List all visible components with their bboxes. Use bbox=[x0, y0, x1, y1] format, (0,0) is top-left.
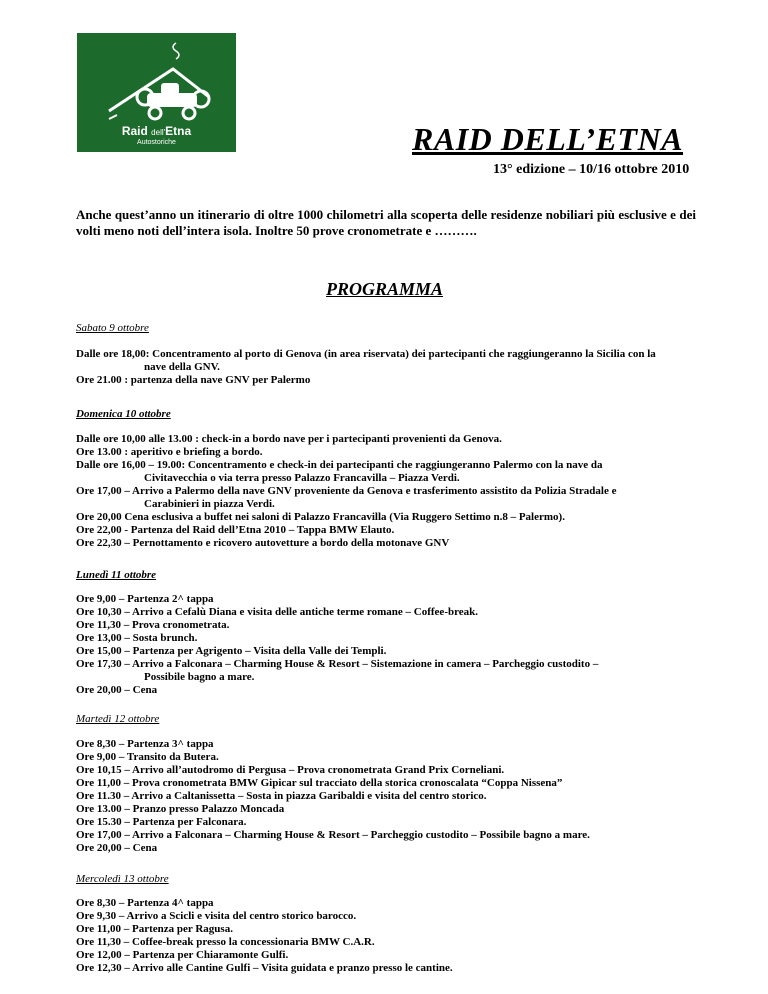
intro-paragraph: Anche quest’anno un itinerario di oltre 1000 chilometri alla scoperta delle residenze nobiliari più esclusive e dei volti meno noti dell’intera isola. Inoltre 50 prove cronometrate e ………. bbox=[76, 207, 696, 238]
programma-heading: PROGRAMMA bbox=[326, 279, 444, 299]
program-line: Ore 8,30 – Partenza 4^ tappa bbox=[76, 897, 214, 909]
program-line: Ore 9,30 – Arrivo a Scicli e visita del centro storico barocco. bbox=[76, 910, 357, 922]
logo-name-a: Raid bbox=[121, 124, 148, 138]
program-line: Ore 10,15 – Arrivo all’autodromo di Pergusa – Prova cronometrata Grand Prix Corneliani. bbox=[76, 764, 505, 776]
document-title: RAID DELL’ETNA bbox=[412, 121, 684, 157]
logo-tagline: Autostoriche bbox=[137, 139, 176, 146]
raid-etna-logo bbox=[77, 33, 236, 152]
day-block-lunedi bbox=[76, 593, 706, 697]
day-block-mercoledi bbox=[76, 897, 706, 975]
program-line: Ore 13.00 – Pranzo presso Palazzo Moncada bbox=[76, 803, 285, 815]
program-line: Ore 9,00 – Partenza 2^ tappa bbox=[76, 593, 214, 605]
document-subtitle: 13° edizione – 10/16 ottobre 2010 bbox=[493, 162, 690, 177]
program-line: Ore 11,30 – Prova cronometrata. bbox=[76, 619, 230, 631]
program-line: Dalle ore 16,00 – 19.00: Concentramento e check-in dei partecipanti che raggiungeranno Palermo con la nave da bbox=[76, 459, 603, 471]
program-line: Ore 17,00 – Arrivo a Palermo della nave GNV proveniente da Genova e trasferimento assistito da Polizia Stradale e bbox=[76, 485, 617, 497]
logo-name-b: dell' bbox=[151, 128, 166, 137]
day-heading-martedi: Martedì 12 ottobre bbox=[76, 713, 160, 725]
program-line: Ore 20,00 – Cena bbox=[76, 684, 158, 696]
program-line: Ore 17,30 – Arrivo a Falconara – Charming House & Resort – Sistemazione in camera – Parcheggio custodito – bbox=[76, 658, 599, 670]
day-block-martedi bbox=[76, 738, 706, 855]
program-line: Ore 21.00 : partenza della nave GNV per Palermo bbox=[76, 374, 311, 386]
day-block-domenica bbox=[76, 433, 706, 550]
program-line: Ore 13.00 : aperitivo e briefing a bordo. bbox=[76, 446, 263, 458]
logo-name-c: Etna bbox=[165, 124, 192, 138]
program-line: Ore 22,00 - Partenza del Raid dell’Etna 2010 – Tappa BMW Elauto. bbox=[76, 524, 395, 536]
program-line: Ore 10,30 – Arrivo a Cefalù Diana e visita delle antiche terme romane – Coffee-break. bbox=[76, 606, 479, 618]
program-line: Ore 13,00 – Sosta brunch. bbox=[76, 632, 198, 644]
logo-name bbox=[77, 124, 236, 138]
program-line: Ore 22,30 – Pernottamento e ricovero autovetture a bordo della motonave GNV bbox=[76, 537, 450, 549]
day-heading-lunedi: Lunedì 11 ottobre bbox=[76, 569, 157, 581]
program-line: Carabinieri in piazza Verdi. bbox=[144, 498, 275, 510]
program-line: Ore 11,00 – Partenza per Ragusa. bbox=[76, 923, 233, 935]
program-line: Ore 20,00 Cena esclusiva a buffet nei saloni di Palazzo Francavilla (Via Ruggero Settimo n.8 – Palermo). bbox=[76, 511, 565, 523]
program-line: Ore 15,00 – Partenza per Agrigento – Visita della Valle dei Templi. bbox=[76, 645, 387, 657]
program-line: Ore 12,30 – Arrivo alle Cantine Gulfi – Visita guidata e pranzo presso le cantine. bbox=[76, 962, 453, 974]
program-line: Ore 15.30 – Partenza per Falconara. bbox=[76, 816, 247, 828]
program-line: nave della GNV. bbox=[144, 361, 220, 373]
program-line: Ore 11,00 – Prova cronometrata BMW Gipicar sul tracciato della storica cronoscalata “Coppa Nissena” bbox=[76, 777, 563, 789]
program-line: Dalle ore 18,00: Concentramento al porto di Genova (in area riservata) dei partecipanti che raggiungeranno la Sicilia con la bbox=[76, 348, 656, 360]
day-heading-sabato: Sabato 9 ottobre bbox=[76, 322, 149, 334]
program-line: Ore 9,00 – Transito da Butera. bbox=[76, 751, 219, 763]
program-line: Ore 11,30 – Coffee-break presso la concessionaria BMW C.A.R. bbox=[76, 936, 375, 948]
program-line: Ore 8,30 – Partenza 3^ tappa bbox=[76, 738, 214, 750]
day-heading-mercoledi: Mercoledì 13 ottobre bbox=[76, 873, 169, 885]
day-block-sabato bbox=[76, 348, 706, 387]
program-line: Ore 11.30 – Arrivo a Caltanissetta – Sosta in piazza Garibaldi e visita del centro storico. bbox=[76, 790, 487, 802]
program-line: Civitavecchia o via terra presso Palazzo Francavilla – Piazza Verdi. bbox=[144, 472, 460, 484]
program-line: Ore 17,00 – Arrivo a Falconara – Charming House & Resort – Parcheggio custodito – Possibile bagno a mare. bbox=[76, 829, 590, 841]
program-line: Dalle ore 10,00 alle 13.00 : check-in a bordo nave per i partecipanti provenienti da Genova. bbox=[76, 433, 502, 445]
program-line: Ore 12,00 – Partenza per Chiaramonte Gulfi. bbox=[76, 949, 289, 961]
program-line: Possibile bagno a mare. bbox=[144, 671, 255, 683]
program-line: Ore 20,00 – Cena bbox=[76, 842, 158, 854]
day-heading-domenica: Domenica 10 ottobre bbox=[76, 408, 171, 420]
